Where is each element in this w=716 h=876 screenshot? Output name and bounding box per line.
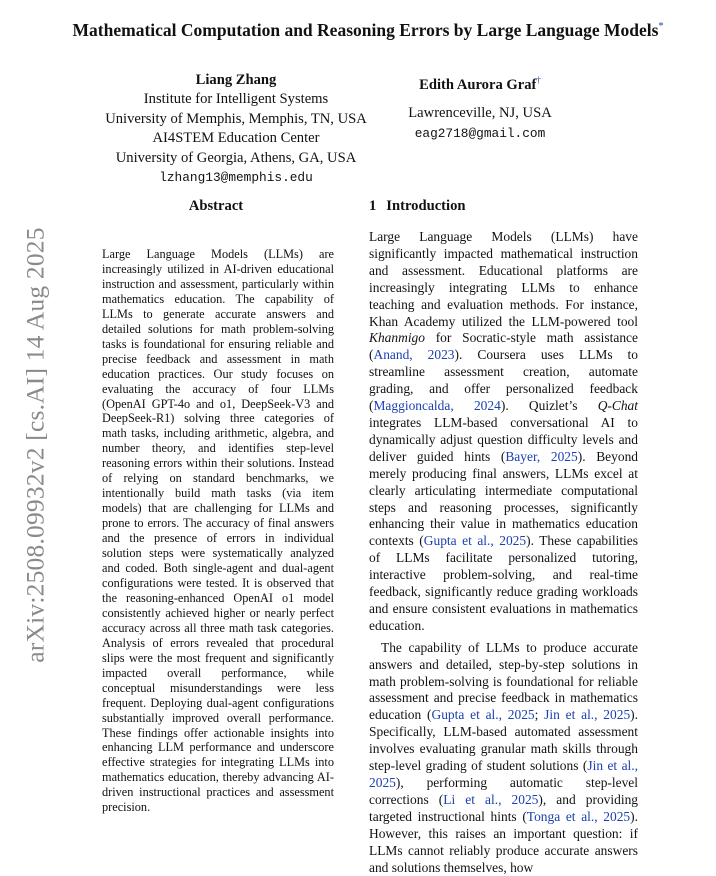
title-footnote-link[interactable]: * (658, 21, 664, 32)
citation-link[interactable]: Bayer, 2025 (505, 448, 578, 464)
author-email: lzhang13@memphis.edu (159, 170, 313, 186)
paper-title (60, 16, 676, 41)
citation-link[interactable]: Li et al., 2025 (443, 791, 539, 807)
author-block-1 (96, 71, 376, 187)
abstract-text: Large Language Models (LLMs) are increasingly utilized in AI-driven educational instruction and assessment, particularly within mathematics education. The capability of LLMs to generate accurate answers and detailed solutions for math problem-solving tasks is foundational for ensuring reliable and precise feedback and assessment in math education practices. Our study focuses on evaluating the accuracy of four LLMs (OpenAI GPT-4o and o1, DeepSeek-V3 and DeepSeek-R1) solving three categories of math tasks, including arithmetic, algebra, and number theory, and identifies step-level reasoning errors within their solutions. Instead of relying on standard benchmarks, we intentionally build math tasks (via item models) that are challenging for LLMs and prone to errors. The accuracy of final answers and the presence of errors in individual solution steps were systematically analyzed and coded. Both single-agent and dual-agent configurations were tested. It is observed that the reasoning-enhanced OpenAI o1 model consistently achieved higher or nearly perfect accuracy across all three math task categories. Analysis of errors revealed that procedural slips were the most frequent and significantly impacted overall performance, while conceptual misunderstandings were less frequent. Deploying dual-agent configurations substantially improved overall performance. These findings offer actionable insights into enhancing LLM performance and underscore effective strategies for integrating LLMs into mathematics education, thereby advancing AI-driven instructional practices and assessment precision. (102, 247, 334, 815)
author-name: Edith Aurora Graf (419, 76, 537, 93)
citation-link[interactable]: Maggioncalda, 2024 (373, 398, 501, 414)
introduction-body (369, 229, 639, 875)
author-email: eag2718@gmail.com (414, 125, 546, 141)
author-affiliation: Institute for Intelligent Systems (143, 91, 329, 108)
citation-link[interactable]: Gupta et al., 2025 (431, 707, 535, 723)
paper-title-text: Mathematical Computation and Reasoning Errors by Large Language Models (72, 19, 659, 40)
section-heading-introduction (369, 198, 649, 215)
section-title: Introduction (386, 198, 466, 214)
abstract-heading: Abstract (188, 198, 244, 214)
paragraph: Large Language Models (LLMs) have significantly impacted mathematical instruction and assessment. Educational platforms are increasingly integrating LLMs to enhance teaching and evaluation methods. For instance, Khan Academy utilized the LLM-powered tool Khanmigo for Socratic-style math assistance (Anand, 2023). Coursera uses LLMs to streamline assessment creation, automate grading, and offer personalized feedback (Maggioncalda, 2024). Quizlet’s Q-Chat integrates LLM-based conversational AI to dynamically adjust question difficulty levels and deliver guided hints (Bayer, 2025). Beyond merely producing final answers, LLMs excel at clearly articulating intermediate computational steps and reasoning processes, significantly enhancing their value in mathematics education contexts (Gupta et al., 2025). These capabilities of LLMs facilitate personalized tutoring, interactive problem-solving, and real-time feedback, significantly reduce grading workloads and ensure consistent evaluations in mathematics education. (369, 229, 639, 633)
paragraph: The capability of LLMs to produce accurate answers and detailed, step-by-step solutions in math problem-solving is foundational for reliable assessment and precise feedback in mathematics education (Gupta et al., 2025; Jin et al., 2025). Specifically, LLM-based automated assessment involves evaluating granular math skills through step-level grading of student solutions (Jin et al., 2025), performing automatic step-level corrections (Li et al., 2025), and providing targeted instructional hints (Tonga et al., 2025). However, this raises an important question: if LLMs cannot reliably produce accurate answers and solutions themselves, how (369, 639, 639, 875)
author-affiliation: Lawrenceville, NJ, USA (408, 105, 552, 122)
author-affiliation: University of Georgia, Athens, GA, USA (115, 149, 357, 166)
tool-name-khanmigo: Khanmigo (369, 330, 425, 346)
citation-link[interactable]: Jin et al., 2025 (369, 758, 638, 790)
author-affiliation: University of Memphis, Memphis, TN, USA (105, 110, 367, 127)
arxiv-stamp-text: arXiv:2508.09932v2 [cs.AI] 14 Aug 2025 (21, 227, 51, 663)
arxiv-identifier-stamp (18, 227, 54, 663)
citation-link[interactable]: Jin et al., 2025 (544, 707, 631, 723)
citation-link[interactable]: Anand, 2023 (373, 347, 455, 363)
author-affiliation: AI4STEM Education Center (152, 130, 320, 147)
author-footnote-link[interactable]: † (536, 75, 541, 85)
citation-link[interactable]: Gupta et al., 2025 (423, 533, 527, 549)
section-number: 1 (369, 198, 377, 214)
citation-link[interactable]: Tonga et al., 2025 (526, 808, 631, 824)
author-block-2 (396, 71, 564, 143)
tool-name-qchat: Q-Chat (597, 398, 638, 414)
author-name: Liang Zhang (195, 72, 277, 88)
